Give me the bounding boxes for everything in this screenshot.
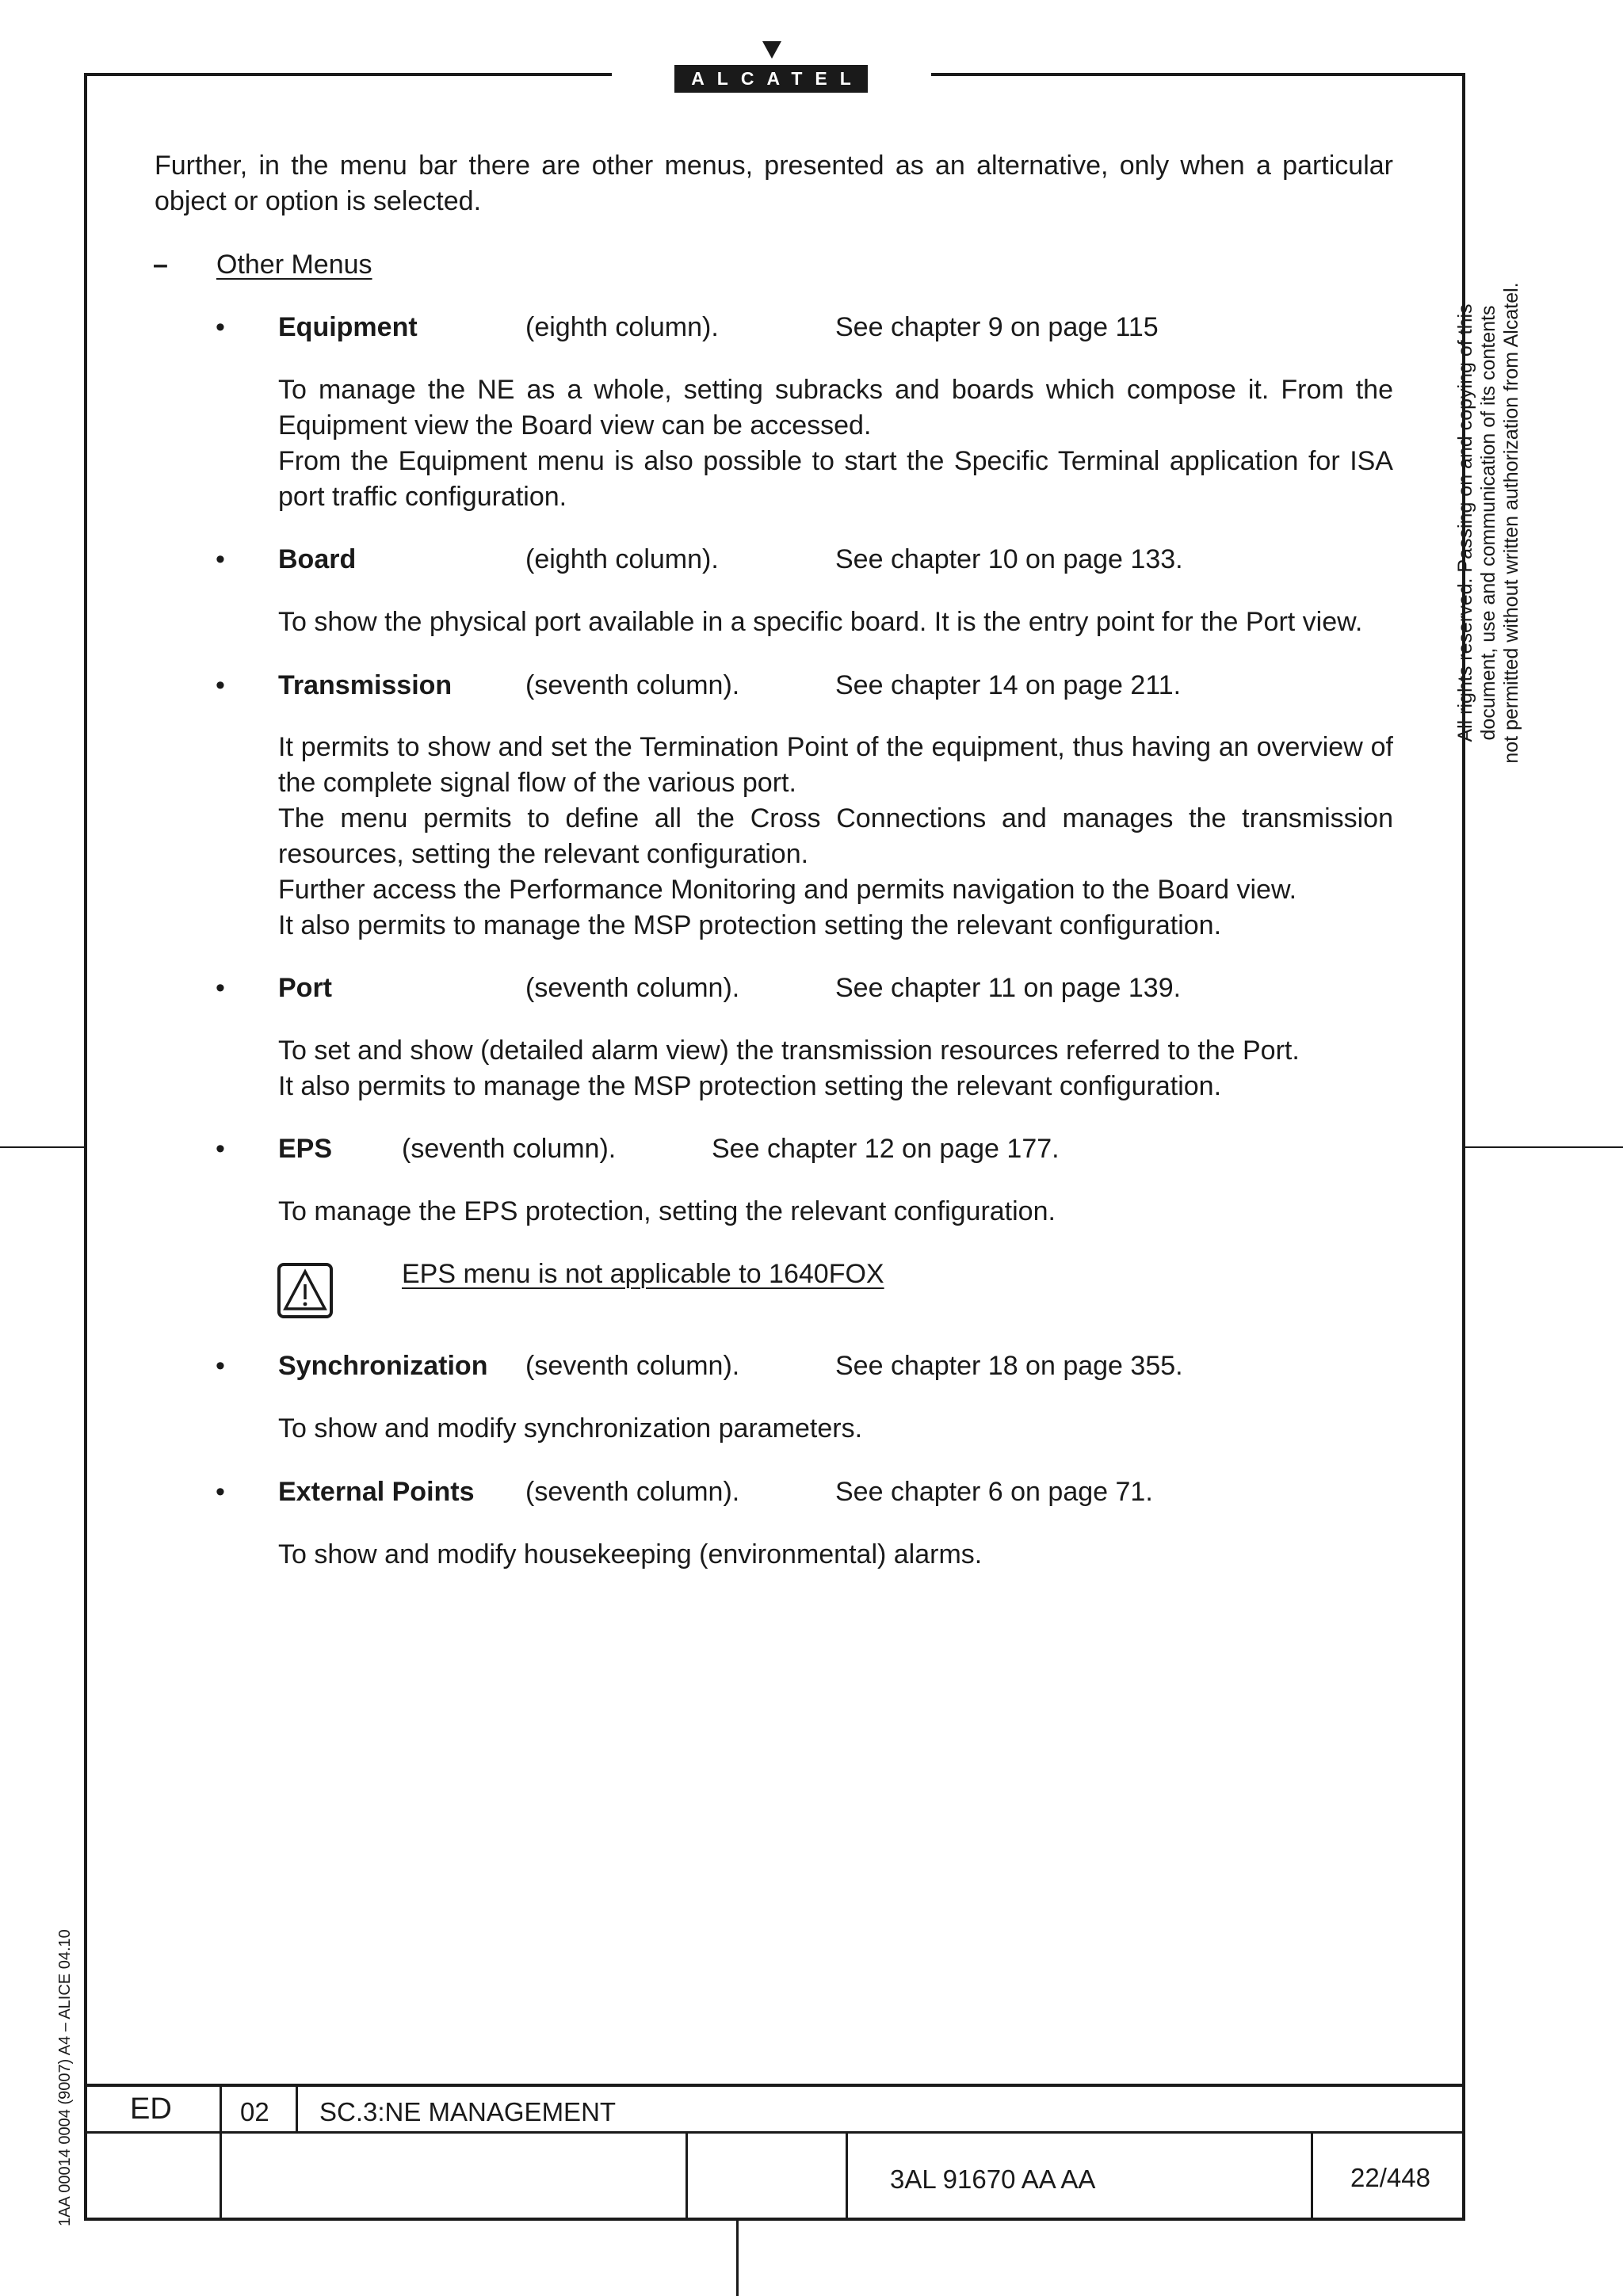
menu-column: (eighth column). [525, 312, 719, 342]
menu-desc: To set and show (detailed alarm view) the transmission resources referred to the Port. It also permits to manage the MSP protection setting the relevant configuration. [278, 1035, 1300, 1101]
footer-top-line [84, 2084, 1465, 2087]
frame-top-left [84, 73, 612, 76]
form-code: 1AA 00014 0004 (9007) A4 – ALICE 04.10 [56, 1929, 74, 2226]
menu-column: (eighth column). [525, 544, 719, 574]
menu-column: (seventh column). [525, 1477, 740, 1507]
menu-ref: See chapter 9 on page 115 [835, 312, 1159, 342]
alcatel-logo: ALCATEL [674, 65, 868, 93]
fold-mark-right [1465, 1146, 1623, 1148]
section-title: Other Menus [216, 250, 372, 280]
warning-icon [277, 1263, 333, 1318]
bullet: • [216, 973, 225, 1003]
menu-desc: It permits to show and set the Termination Point of the equipment, thus having an overview of the complete signal flow of the various port. The menu permits to define all the Cross Connections and manages the transmission resources, setting the relevant configuration. Further access the Performance Monitoring and permits navigation to the Board view. It also permits to manage the MSP protection setting the relevant configuration. [278, 732, 1393, 940]
footer-divider [220, 2084, 222, 2220]
bullet: • [216, 544, 225, 574]
footer-ed-label: ED [130, 2092, 172, 2126]
menu-ref: See chapter 6 on page 71. [835, 1477, 1153, 1507]
footer-mid-line [84, 2131, 1465, 2134]
menu-ref: See chapter 18 on page 355. [835, 1351, 1183, 1381]
menu-column: (seventh column). [525, 670, 740, 700]
footer-doc-code: 3AL 91670 AA AA [890, 2164, 1096, 2194]
copyright-notice: All rights reserved. Passing on and copying of this document, use and communication of its contents not permitted without written authorization from Alcatel. [1454, 282, 1522, 764]
bullet: • [216, 1477, 225, 1507]
intro-paragraph: Further, in the menu bar there are other menus, presented as an alternative, only when a particular object or option is selected. [155, 151, 1393, 216]
bullet: • [216, 670, 225, 700]
eps-note: EPS menu is not applicable to 1640FOX [402, 1259, 884, 1289]
footer-ed-value: 02 [240, 2097, 269, 2126]
frame-left [84, 73, 87, 2220]
fold-mark-left [0, 1146, 84, 1148]
menu-column: (seventh column). [525, 1351, 740, 1381]
menu-desc: To show the physical port available in a specific board. It is the entry point for the Port view. [278, 607, 1363, 637]
footer-divider [296, 2084, 298, 2133]
bullet: • [216, 312, 225, 342]
footer-divider [846, 2131, 848, 2220]
menu-desc: To manage the NE as a whole, setting subracks and boards which compose it. From the Equipment view the Board view can be accessed. From the Equipment menu is also possible to start the Specific Terminal application for ISA port traffic configuration. [278, 375, 1393, 512]
menu-column: (seventh column). [402, 1134, 617, 1164]
logo-triangle-icon [762, 41, 781, 59]
menu-name: Equipment [278, 312, 418, 342]
menu-name: External Points [278, 1477, 475, 1507]
menu-name: EPS [278, 1134, 333, 1164]
menu-name: Transmission [278, 670, 453, 700]
footer-bottom-line [84, 2218, 1465, 2221]
frame-top-right [931, 73, 1465, 76]
menu-name: Synchronization [278, 1351, 488, 1381]
bullet: • [216, 1351, 225, 1381]
menu-column: (seventh column). [525, 973, 740, 1003]
footer-title: SC.3:NE MANAGEMENT [319, 2097, 617, 2126]
menu-ref: See chapter 12 on page 177. [712, 1134, 1060, 1164]
section-dash: – [153, 250, 168, 280]
footer-page-number: 22/448 [1350, 2163, 1430, 2192]
menu-desc: To show and modify synchronization parameters. [278, 1413, 863, 1444]
bullet: • [216, 1134, 225, 1164]
footer-divider [685, 2131, 688, 2220]
bottom-center-mark [736, 2220, 739, 2296]
menu-name: Port [278, 973, 332, 1003]
menu-desc: To manage the EPS protection, setting the relevant configuration. [278, 1196, 1056, 1226]
menu-ref: See chapter 11 on page 139. [835, 973, 1182, 1003]
menu-ref: See chapter 14 on page 211. [835, 670, 1182, 700]
menu-name: Board [278, 544, 357, 574]
menu-desc: To show and modify housekeeping (environmental) alarms. [278, 1539, 983, 1569]
footer-divider [1311, 2131, 1313, 2220]
menu-ref: See chapter 10 on page 133. [835, 544, 1183, 574]
